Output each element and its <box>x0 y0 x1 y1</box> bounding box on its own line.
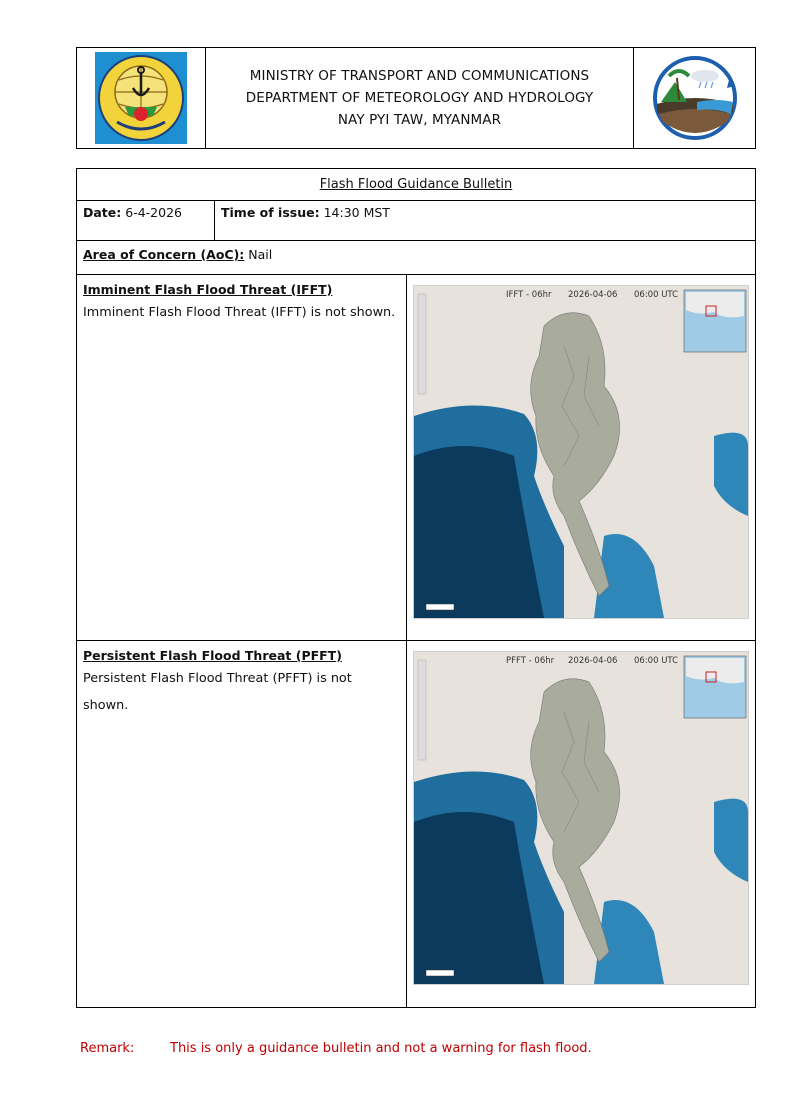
time-cell <box>215 201 755 240</box>
issue-row <box>77 201 755 241</box>
ifft-section <box>77 275 755 641</box>
ifft-text: Imminent Flash Flood Threat (IFFT) is not shown. <box>83 305 396 320</box>
bulletin-table <box>76 168 756 1008</box>
ifft-map-image <box>414 286 748 618</box>
right-logo-cell <box>633 48 755 148</box>
pfft-heading: Persistent Flash Flood Threat (PFFT) <box>83 648 342 663</box>
ifft-map-time: 06:00 UTC <box>634 290 679 300</box>
area-of-concern-row <box>77 241 755 275</box>
pfft-map-cell <box>407 641 755 1007</box>
pfft-text-cell <box>77 641 407 1007</box>
aoc-value: Nail <box>248 247 273 262</box>
time-value: 14:30 MST <box>323 205 390 220</box>
date-label: Date: <box>83 205 122 220</box>
pfft-map-time: 06:00 UTC <box>634 656 679 666</box>
location: NAY PYI TAW, MYANMAR <box>337 112 502 128</box>
ifft-heading: Imminent Flash Flood Threat (IFFT) <box>83 282 333 297</box>
time-label: Time of issue: <box>221 205 320 220</box>
ifft-map-cell <box>407 275 755 640</box>
remark-text: This is only a guidance bulletin and not a warning for flash flood. <box>170 1041 592 1056</box>
pfft-text: Persistent Flash Flood Threat (PFFT) is not shown. <box>83 671 352 713</box>
ifft-map <box>413 285 749 619</box>
ministry-name: MINISTRY OF TRANSPORT AND COMMUNICATIONS <box>249 68 590 84</box>
letterhead <box>76 47 756 149</box>
remark <box>80 1041 592 1056</box>
pfft-map-date: 2026-04-06 <box>568 656 618 666</box>
department-name: DEPARTMENT OF METEOROLOGY AND HYDROLOGY <box>245 90 594 106</box>
remark-label: Remark: <box>80 1041 135 1056</box>
dmh-logo-icon <box>647 52 743 144</box>
pfft-map-product: PFFT - 06hr <box>506 656 555 666</box>
pfft-map <box>413 651 749 985</box>
ifft-map-date: 2026-04-06 <box>568 290 618 300</box>
pfft-map-image <box>414 652 748 984</box>
bulletin-title: Flash Flood Guidance Bulletin <box>77 169 755 201</box>
left-logo-cell <box>77 48 206 148</box>
ifft-map-product: IFFT - 06hr <box>506 290 552 300</box>
date-value: 6-4-2026 <box>125 205 182 220</box>
ifft-text-cell <box>77 275 407 640</box>
letterhead-title <box>206 48 633 148</box>
pfft-section <box>77 641 755 1007</box>
ministry-emblem-icon <box>95 52 187 144</box>
date-cell <box>77 201 215 240</box>
aoc-label: Area of Concern (AoC): <box>83 247 245 262</box>
